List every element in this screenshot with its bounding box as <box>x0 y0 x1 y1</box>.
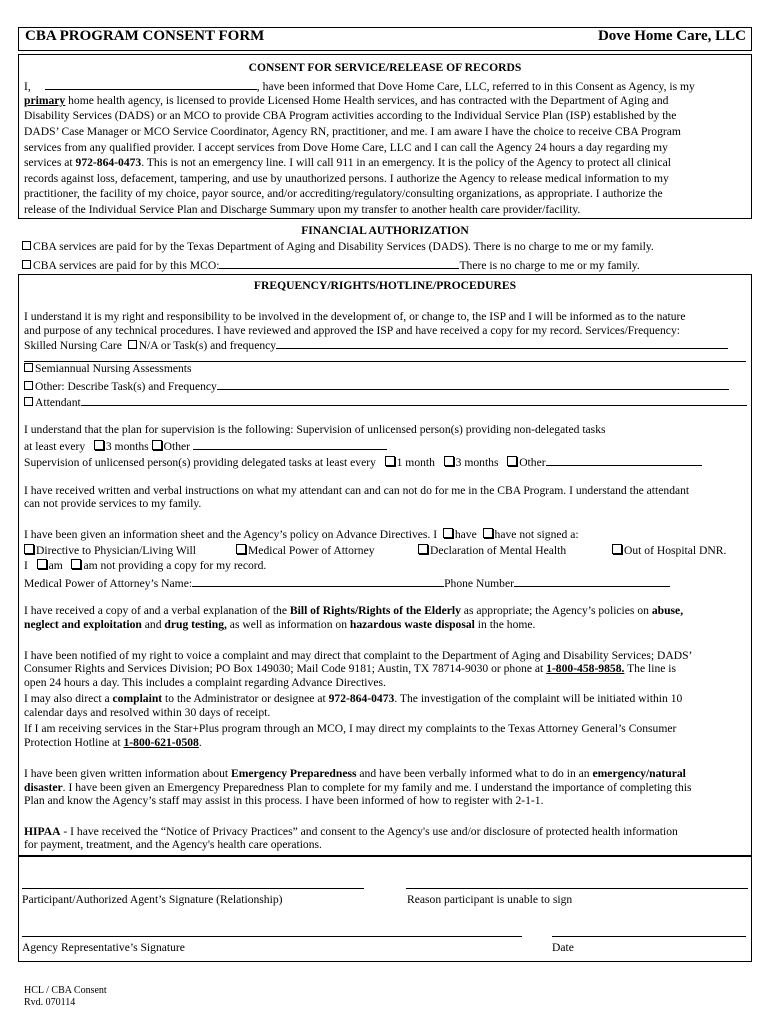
consent-line-9: release of the Individual Service Plan and Discharge Summary upon my transfer to another health care provider/facility. <box>24 203 581 216</box>
consent-heading: CONSENT FOR SERVICE/RELEASE OF RECORDS <box>248 61 522 74</box>
checkbox-icon[interactable] <box>94 440 104 450</box>
complaint-line-7: Protection Hotline at 1-800-621-0508. <box>24 736 202 749</box>
mpoa-line: Medical Power of Attorney’s Name: Phone Number <box>24 575 748 590</box>
company-name: Dove Home Care, LLC <box>597 28 746 44</box>
checkbox-icon[interactable] <box>22 241 31 250</box>
agency-signature-label: Agency Representative’s Signature <box>22 941 185 954</box>
mco-name-field[interactable] <box>219 257 459 269</box>
footer-form-id: HCL / CBA Consent <box>24 985 107 996</box>
complaint-line-1: I have been notified of my right to voice a complaint and may direct that complaint to the Department of Aging and Disability Services; DADS’ <box>24 649 693 662</box>
checkbox-icon[interactable] <box>71 559 81 569</box>
checkbox-icon[interactable] <box>24 397 33 406</box>
dnr-option[interactable]: Out of Hospital DNR. <box>612 544 726 557</box>
consent-line-1: I, , have been informed that Dove Home Care, LLC, referred to in this Consent as Agency, is my <box>24 80 695 93</box>
checkbox-icon[interactable] <box>128 340 137 349</box>
supervision-line-1: I understand that the plan for supervision is the following: Supervision of unlicensed person(s) providing non-delegated tasks <box>24 423 606 436</box>
complaint-line-3: open 24 hours a day. This includes a complaint regarding Advance Directives. <box>24 676 386 689</box>
agency-signature-line[interactable] <box>22 936 522 937</box>
form-title: CBA PROGRAM CONSENT FORM <box>25 28 265 44</box>
checkbox-icon[interactable] <box>152 440 162 450</box>
instructions-line-1: I have received written and verbal instructions on what my attendant can and can not do for me in the CBA Program. I understand the attendant <box>24 484 690 497</box>
other-option[interactable]: Other: Describe Task(s) and Frequency <box>24 378 748 393</box>
hipaa-line-1: HIPAA - I have received the “Notice of Privacy Practices” and consent to the Agency's use and/or disclosure of protected health information <box>24 825 678 838</box>
financial-heading: FINANCIAL AUTHORIZATION <box>301 224 469 237</box>
checkbox-icon[interactable] <box>236 544 246 554</box>
instructions-line-2: can not provide services to my family. <box>24 497 202 510</box>
hipaa-line-2: for payment, treatment, and the Agency's health care operations. <box>24 838 322 851</box>
medical-poa-option[interactable]: Medical Power of Attorney <box>236 544 375 557</box>
delegated-other-field[interactable] <box>546 454 702 466</box>
frequency-heading: FREQUENCY/RIGHTS/HOTLINE/PROCEDURES <box>253 279 517 292</box>
semiannual-option[interactable]: Semiannual Nursing Assessments <box>24 362 748 375</box>
mpoa-name-field[interactable] <box>192 575 444 587</box>
advance-directive-line-1: I have been given an information sheet and the Agency’s policy on Advance Directives. I have have not signed a: <box>24 528 579 541</box>
attendant-field[interactable] <box>81 394 747 406</box>
emergency-line-3: Plan and know the Agency’s staff may assist in this process. I have been informed of how to register with 2-1-1. <box>24 794 544 807</box>
consent-line-4: DADS’ Case Manager or MCO Service Coordinator, Agency RN, practitioner, and me. I am aware I have the choice to receive CBA Program <box>24 125 681 138</box>
consent-line-2: primary home health agency, is licensed to provide Licensed Home Health services, and has contracted with the Department of Aging and <box>24 94 669 107</box>
consent-line-3: Disability Services (DADS) or an MCO to provide CBA Program activities according to the Individual Service Plan (ISP) established by the <box>24 109 677 122</box>
reason-line[interactable] <box>406 888 748 889</box>
complaint-line-5: calendar days and resolved within 30 days of receipt. <box>24 706 271 719</box>
checkbox-icon[interactable] <box>37 559 47 569</box>
consent-line-6: services at 972-864-0473. This is not an emergency line. I will call 911 in an emergency. It is the policy of the Agency to protect all clinical <box>24 156 671 169</box>
bill-of-rights-line-1: I have received a copy of and a verbal explanation of the Bill of Rights/Rights of the Elderly as appropriate; the Agency’s policies on abuse, <box>24 604 684 617</box>
consent-line-8: practitioner, the facility of my choice, payor source, and/or accrediting/regulatory/consulting organizations, as appropriate. I authorize the <box>24 187 663 200</box>
financial-option-dads[interactable]: CBA services are paid for by the Texas Department of Aging and Disability Services (DADS). There is no charge to me or my family. <box>22 240 746 253</box>
supervision-line-2: at least every 3 months Other <box>24 438 748 453</box>
checkbox-icon[interactable] <box>22 260 31 269</box>
checkbox-icon[interactable] <box>385 456 395 466</box>
checkbox-icon[interactable] <box>443 528 453 538</box>
mpoa-phone-field[interactable] <box>514 575 670 587</box>
other-task-field[interactable] <box>217 378 729 390</box>
checkbox-icon[interactable] <box>444 456 454 466</box>
consent-line-7: records against loss, defacement, tampering, and use by unauthorized persons. I authorize the Agency to release medical information to my <box>24 172 669 185</box>
reason-label: Reason participant is unable to sign <box>407 893 573 906</box>
checkbox-icon[interactable] <box>24 544 34 554</box>
isp-line-3: Skilled Nursing Care N/A or Task(s) and frequency <box>24 337 748 352</box>
directive-physician-option[interactable]: Directive to Physician/Living Will <box>24 544 196 557</box>
attendant-option[interactable]: Attendant <box>24 394 748 409</box>
isp-line-2: and purpose of any technical procedures. I have reviewed and approved the ISP and have received a copy for my record. Services/Frequency: <box>24 324 680 337</box>
emergency-line-1: I have been given written information about Emergency Preparedness and have been verbally informed what to do in an emergency/natural <box>24 767 686 780</box>
checkbox-icon[interactable] <box>507 456 517 466</box>
isp-line-1: I understand it is my right and responsibility to be involved in the development of, or change to, the ISP and I will be informed as to the nature <box>24 310 686 323</box>
checkbox-icon[interactable] <box>24 363 33 372</box>
checkbox-icon[interactable] <box>612 544 622 554</box>
footer-revision: Rvd. 070114 <box>24 997 76 1008</box>
complaint-line-6: If I am receiving services in the Star+Plus program through an MCO, I may direct my complaints to the Texas Attorney General’s Consumer <box>24 722 677 735</box>
checkbox-icon[interactable] <box>24 381 33 390</box>
consent-line-5: services from any qualified provider. I accept services from Dove Home Care, LLC and I can call the Agency 24 hours a day regarding my <box>24 141 668 154</box>
complaint-line-4: I may also direct a complaint to the Administrator or designee at 972-864-0473. The investigation of the complaint will be initiated within 10 <box>24 692 683 705</box>
financial-option-mco[interactable]: CBA services are paid for by this MCO: There is no charge to me or my family. <box>22 257 746 272</box>
date-label: Date <box>552 941 574 954</box>
participant-signature-label: Participant/Authorized Agent’s Signature (Relationship) <box>22 893 283 906</box>
checkbox-icon[interactable] <box>418 544 428 554</box>
participant-signature-line[interactable] <box>22 888 364 889</box>
mental-health-option[interactable]: Declaration of Mental Health <box>418 544 566 557</box>
date-line[interactable] <box>552 936 746 937</box>
checkbox-icon[interactable] <box>483 528 493 538</box>
bill-of-rights-line-2: neglect and exploitation and drug testing, as well as information on hazardous waste disposal in the home. <box>24 618 536 631</box>
supervision-line-3: Supervision of unlicensed person(s) providing delegated tasks at least every 1 month 3 months Other <box>24 454 748 469</box>
supervision-other-field[interactable] <box>193 438 387 450</box>
complaint-line-2: Consumer Rights and Services Division; PO Box 149030; Mail Code 9181; Austin, TX 78714-9030 or phone at 1-800-458-9858. The line is <box>24 662 677 675</box>
skilled-frequency-field[interactable] <box>276 337 728 349</box>
emergency-line-2: disaster. I have been given an Emergency Preparedness Plan to complete for my family and me. I understand the importance of completing this <box>24 781 692 794</box>
form-header <box>18 27 752 51</box>
advance-directive-line-3: I am am not providing a copy for my record. <box>24 559 267 572</box>
participant-name-field[interactable] <box>45 78 257 90</box>
